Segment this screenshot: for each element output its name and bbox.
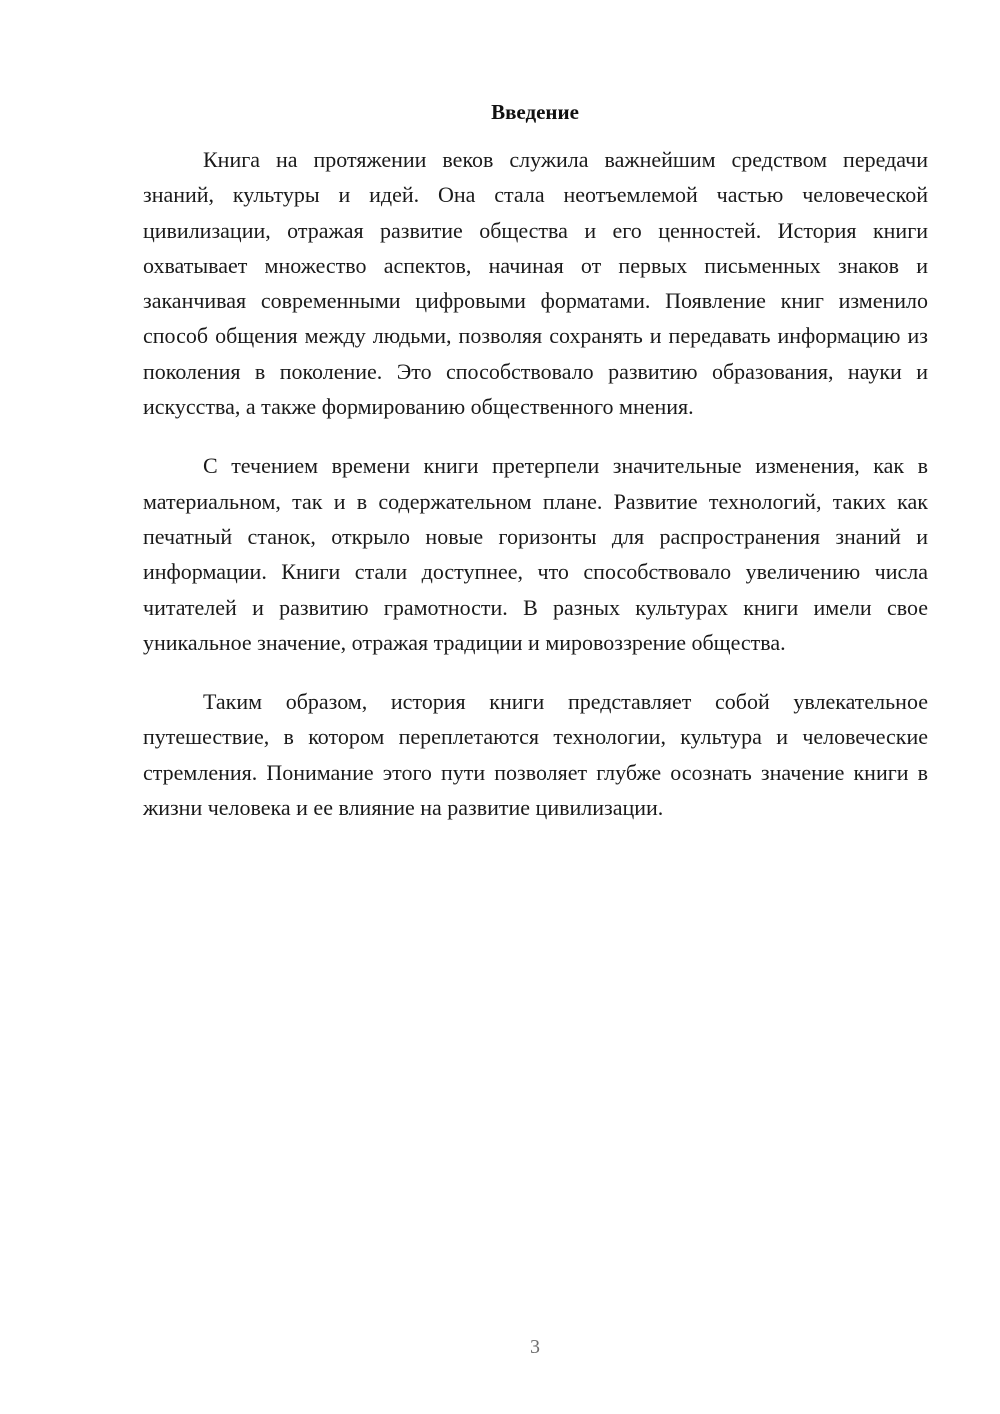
paragraph-2: С течением времени книги претерпели значительные изменения, как в материальном, так и в содержательном плане. Развитие технологий, таких как печатный станок, открыло новые горизонты для распространения знаний и информации. Книги стали доступнее, что способствовало увеличению числа читателей и развитию грамотности. В разных культурах книги имели свое уникальное значение, отражая традиции и мировоззрение общества.: [143, 453, 928, 655]
paragraph-1: Книга на протяжении веков служила важнейшим средством передачи знаний, культуры и идей. Она стала неотъемлемой частью человеческой цивилизации, отражая развитие общества и его ценностей. История книги охватывает множество аспектов, начиная от первых письменных знаков и заканчивая современными цифровыми форматами. Появление книг изменило способ общения между людьми, позволяя сохранять и передавать информацию из поколения в поколение. Это способствовало развитию образования, науки и искусства, а также формированию общественного мнения.: [143, 147, 928, 420]
body-text: [143, 142, 928, 849]
page-number: 3: [530, 1336, 540, 1358]
paragraph-3: Таким образом, история книги представляет собой увлекательное путешествие, в котором переплетаются технологии, культура и человеческие стремления. Понимание этого пути позволяет глубже осознать значение книги в жизни человека и ее влияние на развитие цивилизации.: [143, 689, 928, 821]
section-title: Введение: [491, 100, 579, 124]
